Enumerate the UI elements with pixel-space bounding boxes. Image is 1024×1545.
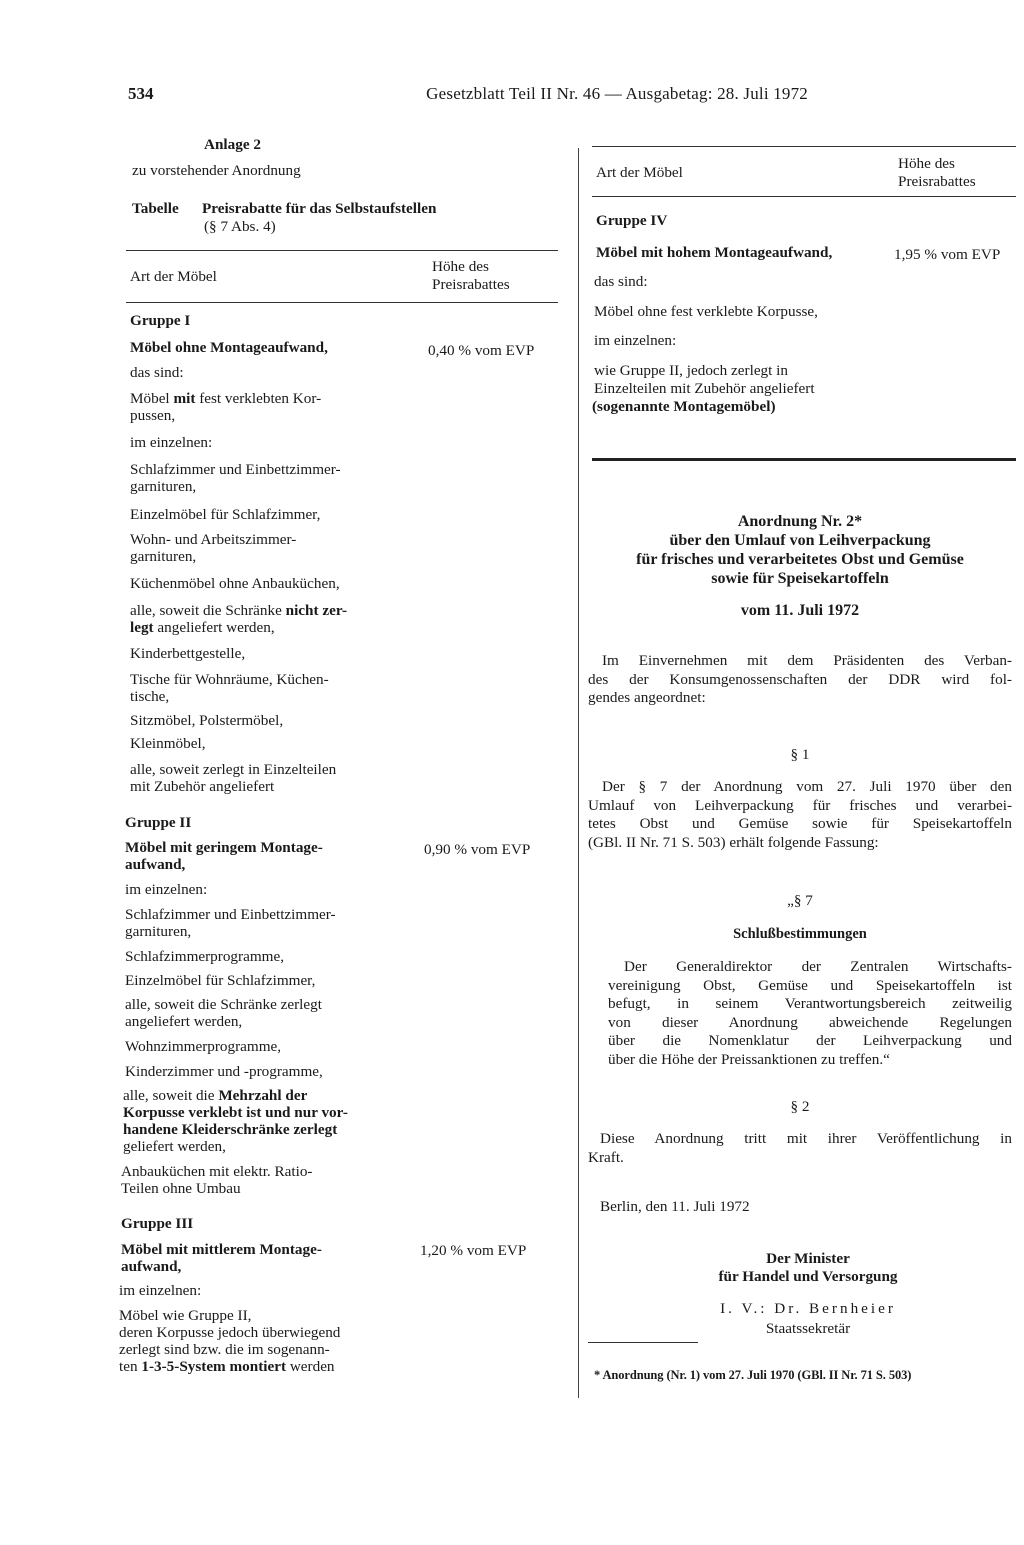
list-item: Kleinmöbel, [130,735,206,752]
column-header-hoehe [898,155,976,191]
list-item: deren Korpusse jedoch überwiegend [119,1324,341,1341]
column-divider [578,148,579,1398]
column-header-hoehe [432,258,510,294]
list-item: Möbel wie Gruppe II, [119,1307,252,1324]
minister-title-line: Der Minister [766,1250,850,1267]
list-item: Teilen ohne Umbau [121,1180,241,1197]
list-item: garnituren, [130,478,197,495]
ordinance-title [588,512,1012,588]
paragraph-line: Der § 7 der Anordnung vom 27. Juli 1970 über den [602,778,1012,795]
list-item: angeliefert werden, [125,1013,243,1030]
section-1-text [588,778,1012,852]
list-item: im einzelnen: [125,881,208,898]
column-header-art: Art der Möbel [596,164,683,181]
list-item: Einzelteilen mit Zubehör angeliefert [594,380,815,397]
list-item: zerlegt sind bzw. die im sogenann- [119,1341,330,1358]
list-item: mit Zubehör angeliefert [130,778,275,795]
list-item: wie Gruppe II, jedoch zerlegt in [594,362,788,379]
paragraph-line: gendes angeordnet: [588,689,706,706]
ordinance-date: vom 11. Juli 1972 [740,602,860,619]
ordinance-title-line: sowie für Speisekartoffeln [711,570,889,587]
signer-text: I. V.: Dr. Bernheier [720,1300,896,1317]
list-item: im einzelnen: [119,1282,202,1299]
paragraph-line: Diese Anordnung tritt mit ihrer Veröffentlichung in [600,1130,1012,1147]
list-item: Möbel ohne fest verklebte Korpusse, [594,303,818,320]
rebate-rate: 1,95 % vom EVP [894,246,1001,263]
ordinance-title-line: für frisches und verarbeitetes Obst und Gemüse [636,551,964,568]
list-item: Kinderbettgestelle, [130,645,246,662]
list-item: handene Kleiderschränke zerlegt [123,1121,338,1138]
ordinance-intro [588,652,1012,708]
page-number: 534 [128,84,154,103]
paragraph-line: Der Generaldirektor der Zentralen Wirtschafts- [624,958,1012,975]
place-date: Berlin, den 11. Juli 1972 [600,1198,750,1215]
list-item: im einzelnen: [130,434,213,451]
list-item: das sind: [130,364,184,381]
group-heading: Gruppe III [121,1215,194,1232]
paragraph-line: Im Einvernehmen mit dem Präsidenten des Verban- [602,652,1012,669]
table-top-rule [126,250,558,251]
list-item: legt angeliefert werden, [130,619,275,636]
ordinance-title-line: Anordnung Nr. 2* [737,513,863,530]
column-header-hoehe-line1: Höhe des [898,155,955,172]
ordinance-title-line: über den Umlauf von Leihverpackung [669,532,931,549]
list-item: geliefert werden, [123,1138,226,1155]
signer-role: Staatssekretär [765,1320,851,1337]
group-description: aufwand, [121,1258,182,1275]
gazette-title: Gesetzblatt Teil II Nr. 46 — Ausgabetag: 28. Juli 1972 [426,84,808,103]
paragraph-line: von dieser Anordnung abweichende Regelungen [608,1013,1012,1031]
list-item: Wohnzimmerprogramme, [125,1038,282,1055]
list-item: Küchenmöbel ohne Anbauküchen, [130,575,340,592]
table-label: Tabelle [132,200,179,217]
paragraph-line: tetes Obst und Gemüse sowie für Speisekartoffeln [588,815,1012,832]
section-2-text [588,1130,1012,1167]
paragraph-line: befugt, in seinem Verantwortungsbereich zeitweilig [608,995,1012,1012]
list-item: Schlafzimmer und Einbettzimmer- [130,461,341,478]
list-item: Anbauküchen mit elektr. Ratio- [121,1163,313,1180]
paragraph-line: über die Höhe der Preissanktionen zu treffen.“ [608,1050,890,1068]
column-header-hoehe-line2: Preisrabattes [898,173,976,190]
table-paragraph-ref: (§ 7 Abs. 4) [204,218,276,235]
list-item: Kinderzimmer und -programme, [125,1063,323,1080]
group-description: Möbel mit mittlerem Montage- [121,1241,322,1258]
group-heading: Gruppe II [125,814,192,831]
rebate-rate: 1,20 % vom EVP [420,1242,527,1259]
group-description: Möbel mit hohem Montageaufwand, [596,244,833,261]
section-7-text [588,958,1012,1069]
list-item: Möbel mit fest verklebten Kor- [130,390,322,407]
section-title: Schlußbestimmungen [733,926,867,942]
list-item: das sind: [594,273,648,290]
list-item: alle, soweit die Schränke nicht zer- [130,602,348,619]
section-heading: „§ 7 [787,892,813,909]
minister-title-line: für Handel und Versorgung [718,1268,898,1285]
list-item: Einzelmöbel für Schlafzimmer, [125,972,316,989]
group-description: aufwand, [125,856,186,873]
footnote: * Anordnung (Nr. 1) vom 27. Juli 1970 (GBl. II Nr. 71 S. 503) [594,1368,912,1382]
table-title [132,200,436,218]
list-item: ten 1-3-5-System montiert werden [119,1358,335,1375]
minister-title [678,1250,938,1286]
footnote-rule [588,1342,698,1343]
column-header-hoehe-line1: Höhe des [432,258,489,275]
list-item: Schlafzimmerprogramme, [125,948,284,965]
column-header-art: Art der Möbel [130,268,217,285]
anlage-subtitle: zu vorstehender Anordnung [132,162,301,179]
list-item: garnituren, [130,548,197,565]
paragraph-line: vereinigung Obst, Gemüse und Speisekartoffeln ist [608,976,1012,994]
rebate-rate: 0,90 % vom EVP [424,841,531,858]
paragraph-line: (GBl. II Nr. 71 S. 503) erhält folgende Fassung: [588,833,879,851]
list-item: Einzelmöbel für Schlafzimmer, [130,506,321,523]
paragraph-line: Kraft. [588,1148,624,1166]
list-item: im einzelnen: [594,332,677,349]
list-item: alle, soweit die Schränke zerlegt [125,996,322,1013]
list-item: pussen, [130,407,176,424]
group-description: Möbel mit geringem Montage- [125,839,323,856]
section-heading: § 2 [790,1098,810,1115]
rebate-rate: 0,40 % vom EVP [428,342,535,359]
list-item: Schlafzimmer und Einbettzimmer- [125,906,336,923]
list-item: tische, [130,688,170,705]
table-header-rule [592,196,1016,197]
list-item: (sogenannte Montagemöbel) [592,398,776,415]
group-heading: Gruppe I [130,312,191,329]
section-divider [592,458,1016,461]
list-item: Wohn- und Arbeitszimmer- [130,531,297,548]
table-title-text: Preisrabatte für das Selbstaufstellen [202,200,437,217]
group-heading: Gruppe IV [596,212,668,229]
list-item: Tische für Wohnräume, Küchen- [130,671,329,688]
paragraph-line: Umlauf von Leihverpackung für frisches und verarbei- [588,796,1012,814]
paragraph-line: über die Nomenklatur der Leihverpackung und [608,1032,1012,1049]
left-column [118,130,568,1410]
list-item: Sitzmöbel, Polstermöbel, [130,712,284,729]
section-heading: § 1 [790,746,810,763]
list-item: alle, soweit zerlegt in Einzelteilen [130,761,337,778]
column-header-hoehe-line2: Preisrabattes [432,276,510,293]
table-header-rule [126,302,558,303]
list-item: alle, soweit die Mehrzahl der [123,1087,308,1104]
list-item: garnituren, [125,923,192,940]
page-header [128,84,808,112]
right-column [588,146,1018,1396]
list-item: Korpusse verklebt ist und nur vor- [123,1104,348,1121]
signer-name [678,1300,938,1318]
paragraph-line: des der Konsumgenossenschaften der DDR wird fol- [588,670,1012,688]
group-description: Möbel ohne Montageaufwand, [130,339,328,356]
anlage-title: Anlage 2 [204,136,261,153]
table-top-rule [592,146,1016,147]
